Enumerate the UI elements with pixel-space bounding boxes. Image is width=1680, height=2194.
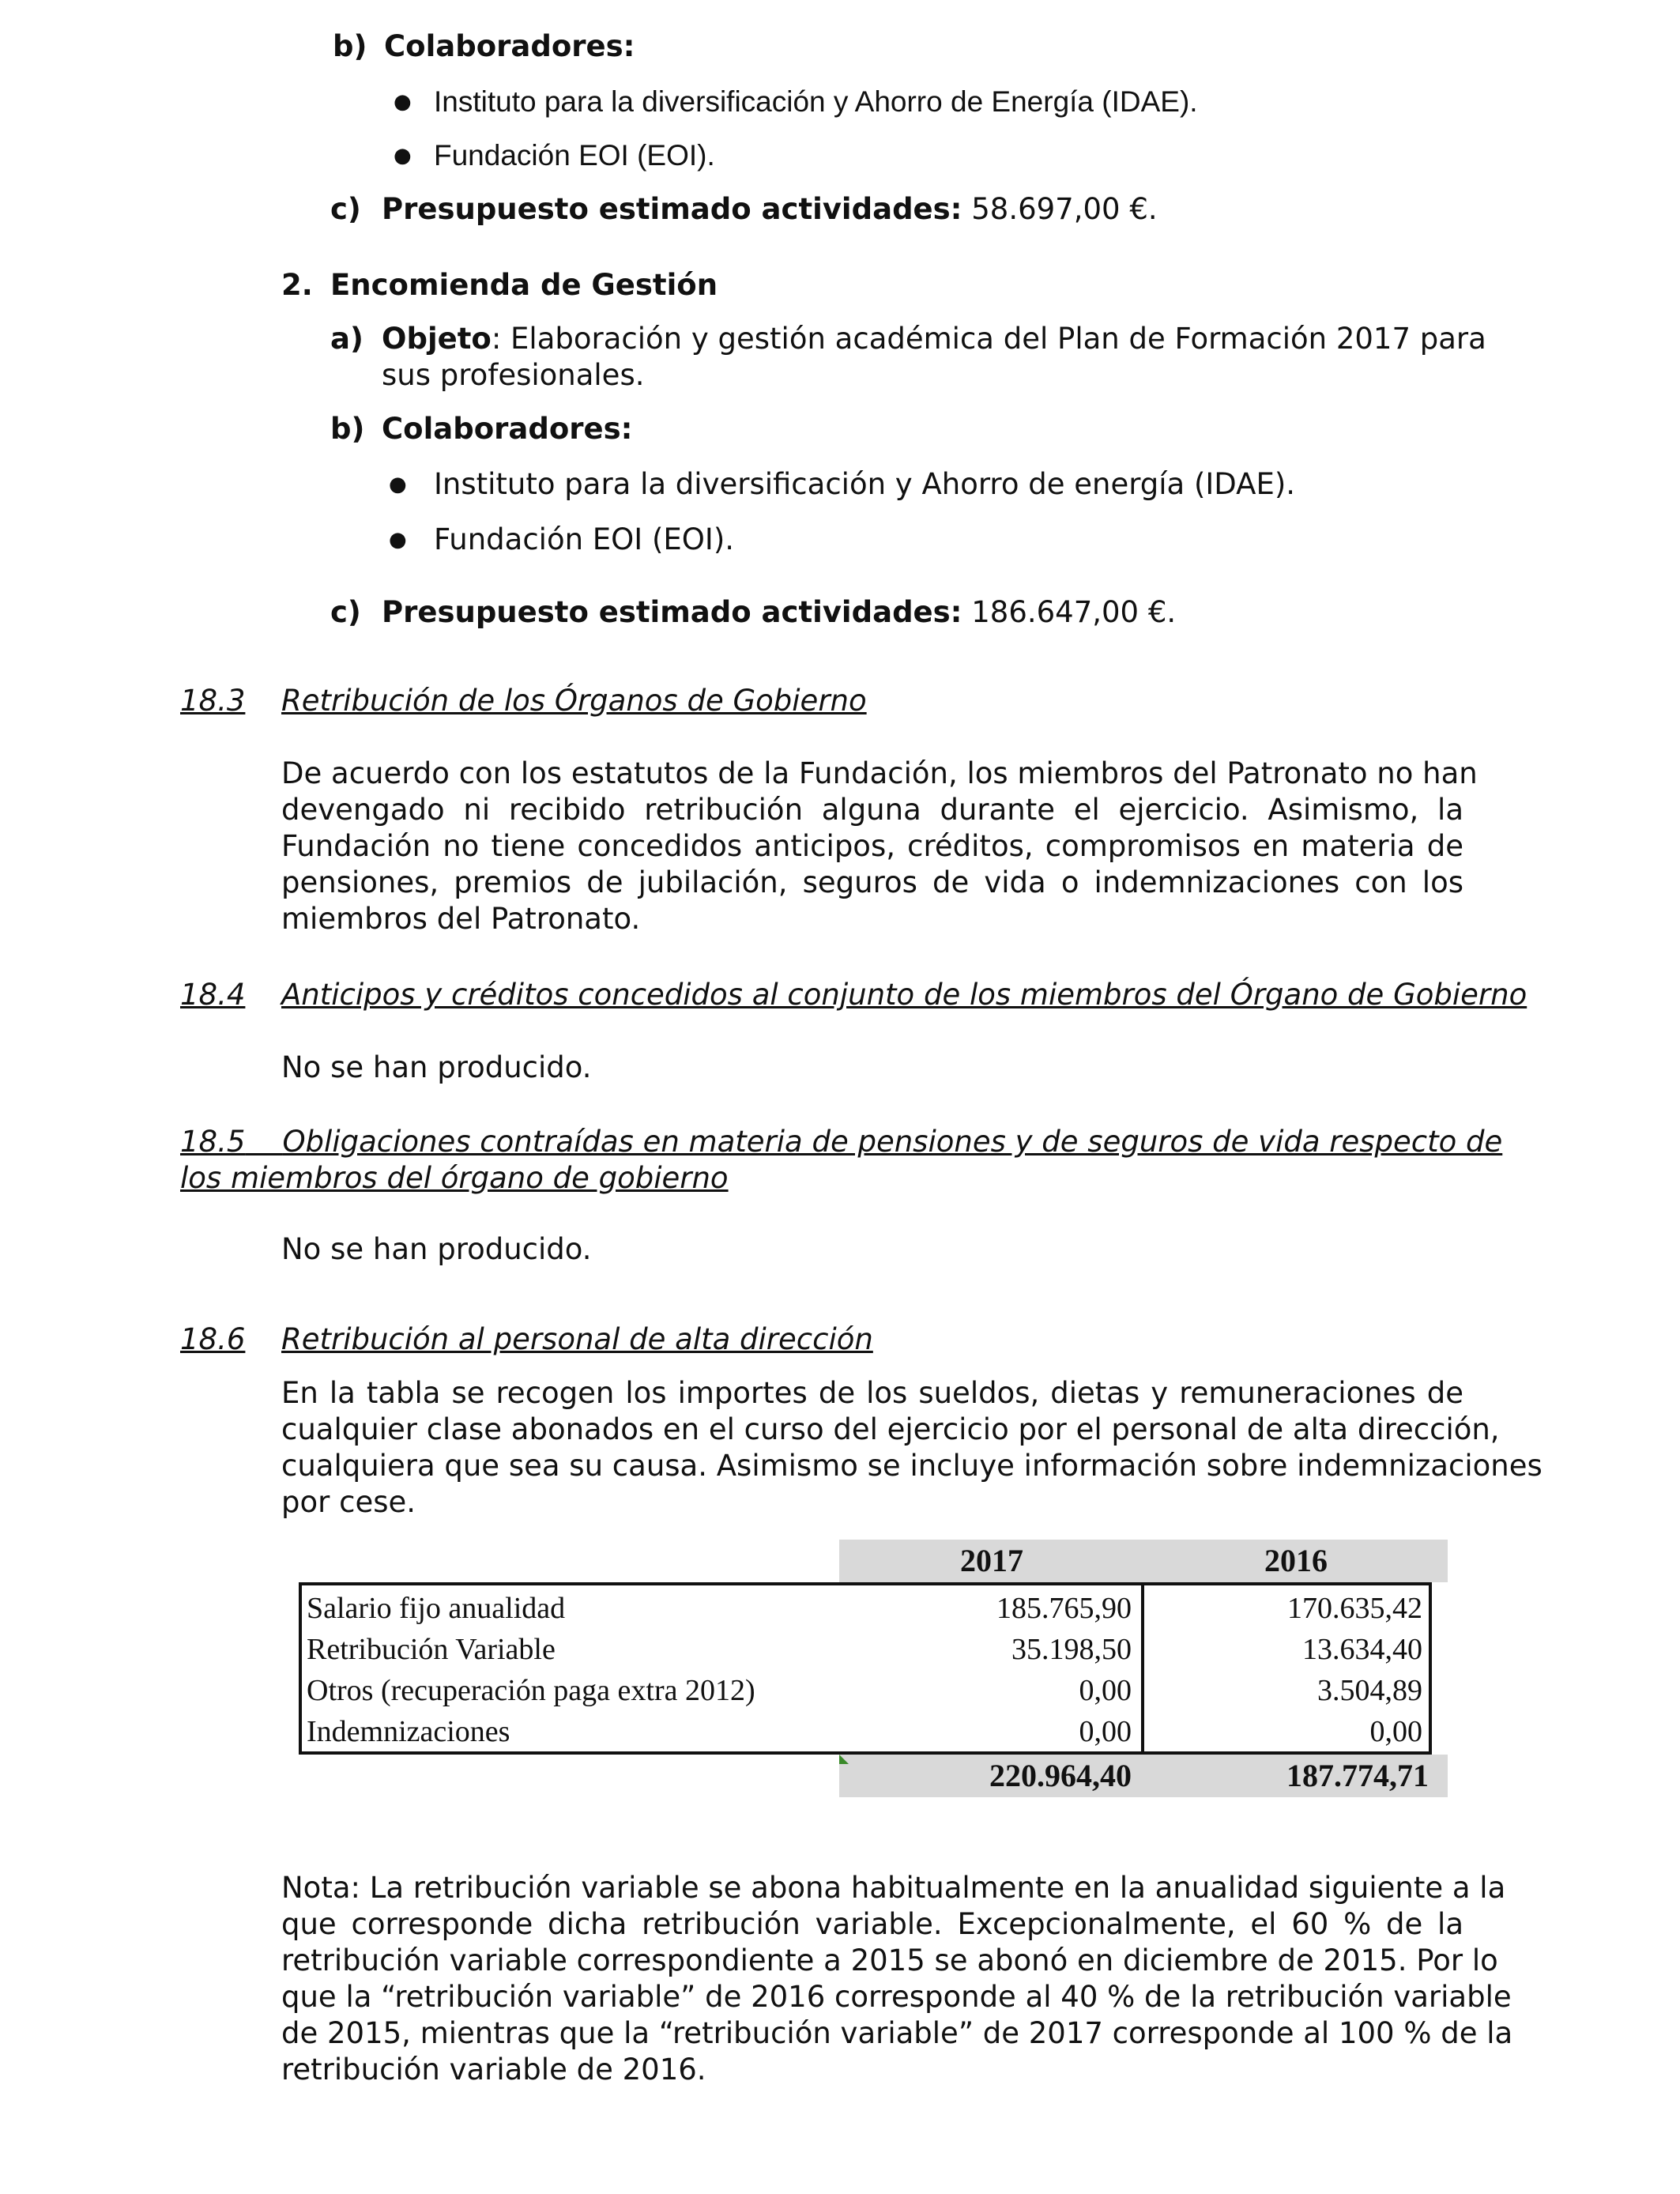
section-18-5-title: Obligaciones contraídas en materia de pensiones y de seguros de vida respecto de	[282, 1125, 1503, 1159]
section-18-5-title-line2: los miembros del órgano de gobierno	[180, 1161, 729, 1195]
section-18-4-title: Anticipos y créditos concedidos al conjunto de los miembros del Órgano de Gobierno	[281, 978, 1527, 1012]
bullet-icon: ●	[389, 528, 407, 552]
paragraph-line: Nota: La retribución variable se abona habitualmente en la anualidad siguiente a la	[281, 1871, 1506, 1905]
section-18-6-title: Retribución al personal de alta dirección	[281, 1322, 873, 1356]
item2-c-value: 186.647,00 €.	[962, 595, 1177, 629]
item1-b-label: b)	[333, 29, 367, 63]
table-header-2016: 2016	[1264, 1543, 1328, 1578]
bullet-icon: ●	[394, 144, 412, 168]
item2-title: Encomienda de Gestión	[330, 268, 718, 302]
row-value-2017: 185.765,90	[996, 1592, 1132, 1625]
paragraph-line: cualquier clase abonados en el curso del ejercicio por el personal de alta dirección,	[281, 1412, 1500, 1446]
section-18-5-text: No se han producido.	[281, 1232, 592, 1266]
item1-bullet-2: Fundación EOI (EOI).	[434, 139, 715, 172]
section-18-3-paragraph	[281, 756, 1478, 937]
item1-c-title: Presupuesto estimado actividades:	[382, 192, 962, 226]
paragraph-line: por cese.	[281, 1485, 416, 1519]
paragraph-line: Fundación no tiene concedidos anticipos, créditos, compromisos en materia de	[281, 829, 1463, 863]
section-18-5-title-line1	[180, 1124, 1503, 1160]
item2-a-line2: sus profesionales.	[382, 358, 645, 392]
nota-paragraph	[281, 1870, 1513, 2088]
row-value-2016: 170.635,42	[1287, 1592, 1422, 1625]
item2-bullet-1: Instituto para la diversificación y Ahorro de energía (IDAE).	[434, 467, 1296, 501]
paragraph-line: pensiones, premios de jubilación, seguros de vida o indemnizaciones con los	[281, 865, 1463, 899]
row-value-2016: 0,00	[1369, 1715, 1422, 1748]
row-label: Indemnizaciones	[307, 1715, 510, 1748]
item2-bullet-2: Fundación EOI (EOI).	[434, 522, 735, 556]
row-value-2017: 0,00	[1079, 1674, 1132, 1707]
section-18-3-number: 18.3	[180, 684, 246, 718]
paragraph-line: devengado ni recibido retribución alguna durante el ejercicio. Asimismo, la	[281, 793, 1463, 827]
item2-a-title: Objeto	[382, 322, 492, 356]
row-label: Retribución Variable	[307, 1633, 556, 1666]
section-18-6-paragraph	[281, 1375, 1543, 1521]
item1-c-line	[382, 191, 1158, 228]
item2-b-label: b)	[330, 412, 365, 446]
section-18-5-number: 18.5	[180, 1125, 246, 1159]
item2-a-line1	[382, 321, 1486, 357]
item2-a-text: : Elaboración y gestión académica del Plan de Formación 2017 para	[491, 322, 1486, 356]
item2-number: 2.	[281, 268, 313, 302]
table-border-right	[1429, 1582, 1432, 1755]
paragraph-line: De acuerdo con los estatutos de la Fundación, los miembros del Patronato no han	[281, 756, 1478, 790]
row-label: Salario fijo anualidad	[307, 1592, 566, 1625]
total-2016: 187.774,71	[1286, 1758, 1429, 1793]
paragraph-line: que corresponde dicha retribución variable. Excepcionalmente, el 60 % de la	[281, 1907, 1463, 1941]
section-18-3-title: Retribución de los Órganos de Gobierno	[281, 684, 867, 718]
bullet-icon: ●	[394, 90, 412, 114]
section-18-4-text: No se han producido.	[281, 1050, 592, 1084]
row-value-2016: 13.634,40	[1302, 1633, 1422, 1666]
table-border-left	[299, 1582, 302, 1755]
row-label: Otros (recuperación paga extra 2012)	[307, 1674, 755, 1707]
item1-c-label: c)	[330, 192, 361, 226]
item2-a-label: a)	[330, 322, 363, 356]
item1-bullet-1: Instituto para la diversificación y Ahorro de Energía (IDAE).	[434, 85, 1198, 118]
paragraph-line: retribución variable correspondiente a 2015 se abonó en diciembre de 2015. Por lo	[281, 1943, 1498, 1977]
table-border-top	[299, 1582, 1432, 1585]
paragraph-line: En la tabla se recogen los importes de los sueldos, dietas y remuneraciones de	[281, 1376, 1463, 1410]
row-value-2016: 3.504,89	[1317, 1674, 1422, 1707]
row-value-2017: 0,00	[1079, 1715, 1132, 1748]
table-border-middle	[1141, 1582, 1144, 1755]
paragraph-line: que la “retribución variable” de 2016 corresponde al 40 % de la retribución variable	[281, 1980, 1512, 2014]
item2-c-title: Presupuesto estimado actividades:	[382, 595, 962, 629]
section-18-6-number: 18.6	[180, 1322, 246, 1356]
paragraph-line: retribución variable de 2016.	[281, 2053, 706, 2087]
item1-b-title: Colaboradores:	[384, 29, 635, 63]
item1-c-value: 58.697,00 €.	[962, 192, 1158, 226]
paragraph-line: miembros del Patronato.	[281, 902, 641, 936]
item2-c-label: c)	[330, 595, 361, 629]
paragraph-line: cualquiera que sea su causa. Asimismo se incluye información sobre indemnizaciones	[281, 1449, 1543, 1483]
paragraph-line: de 2015, mientras que la “retribución variable” de 2017 corresponde al 100 % de la	[281, 2016, 1513, 2050]
bullet-icon: ●	[389, 473, 407, 496]
section-18-4-number: 18.4	[180, 978, 246, 1012]
total-2017: 220.964,40	[989, 1758, 1132, 1793]
row-value-2017: 35.198,50	[1011, 1633, 1132, 1666]
item2-c-line	[382, 594, 1176, 631]
item2-b-title: Colaboradores:	[382, 412, 633, 446]
table-header-2017: 2017	[960, 1543, 1023, 1578]
